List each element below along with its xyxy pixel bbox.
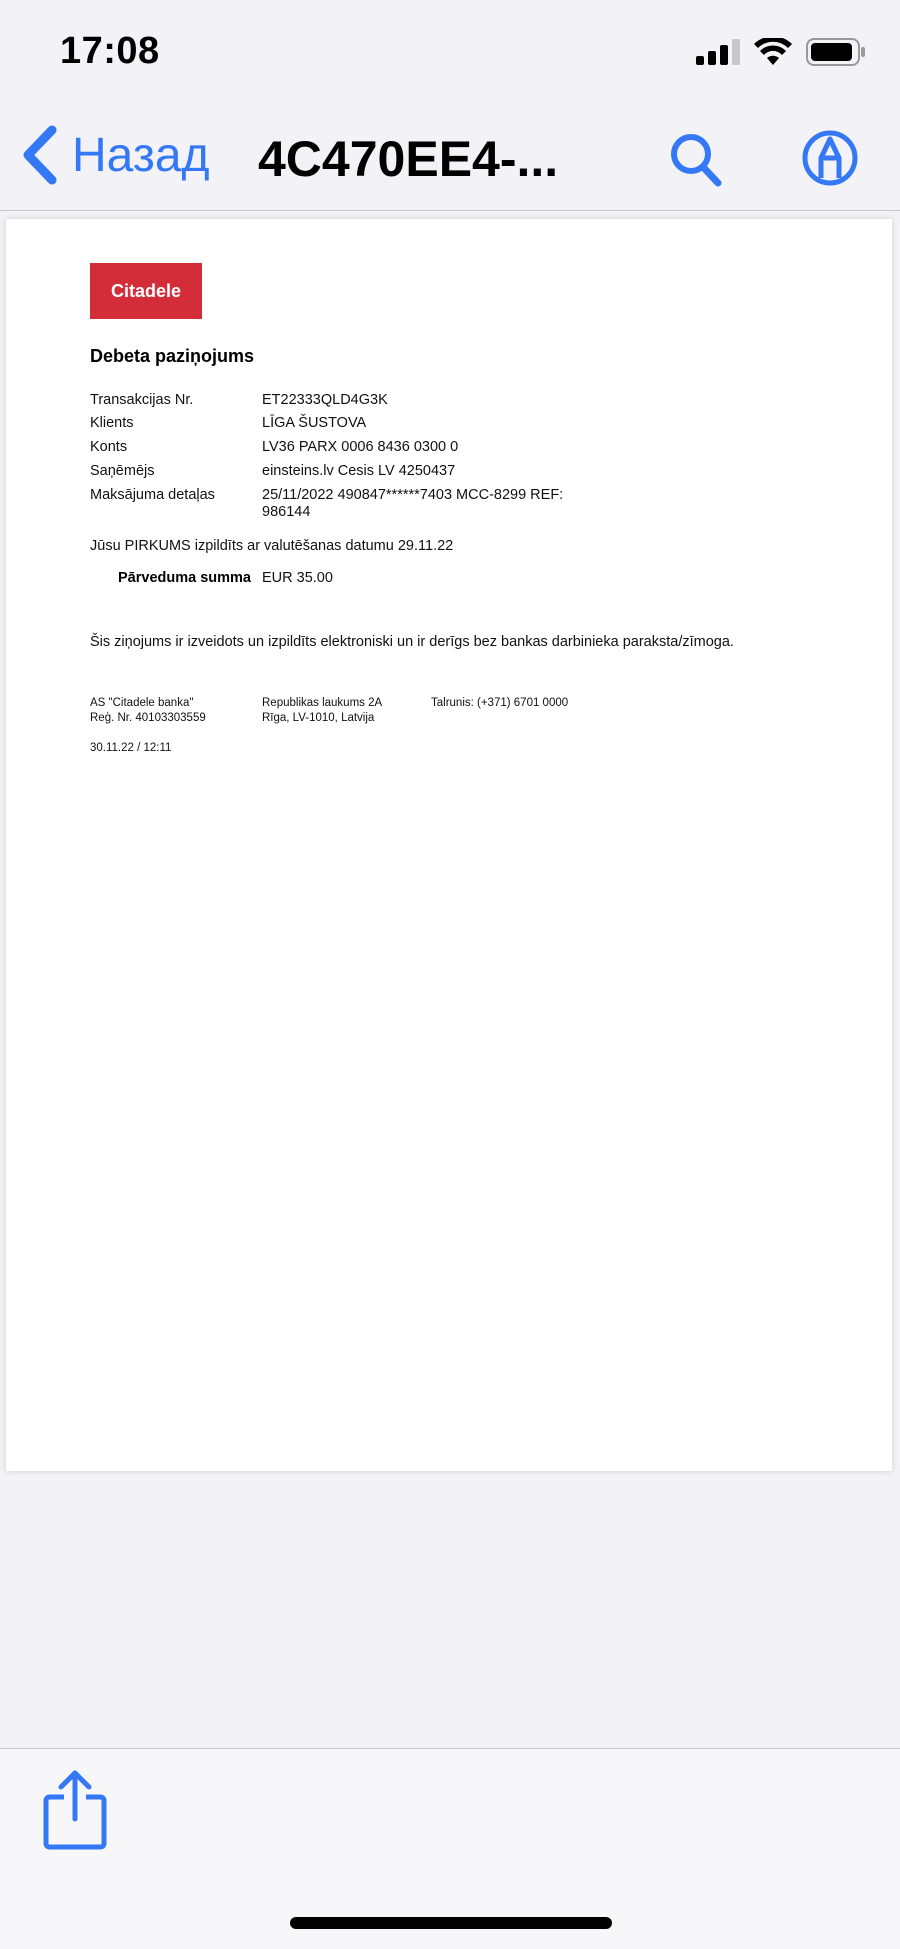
chevron-left-icon <box>18 120 62 190</box>
back-label: Назад <box>72 128 210 182</box>
footer-company <box>90 696 206 726</box>
footer-address <box>262 696 382 726</box>
statement-title: Debeta paziņojums <box>90 346 255 366</box>
field-label: Konts <box>90 439 128 455</box>
footer-address-line2: Rīga, LV-1010, Latvija <box>262 712 375 724</box>
back-button[interactable] <box>18 120 210 190</box>
status-time: 17:08 <box>60 30 160 72</box>
sum-value: EUR 35.00 <box>262 570 333 586</box>
field-label: Saņēmējs <box>90 463 155 479</box>
footer-datetime: 30.11.22 / 12:11 <box>90 742 172 754</box>
footer-company-reg: Reģ. Nr. 40103303559 <box>90 712 206 724</box>
nav-bar <box>0 110 900 211</box>
status-icons <box>696 38 866 66</box>
markup-button[interactable] <box>800 128 860 193</box>
footer-phone: Talrunis: (+371) 6701 0000 <box>431 697 569 709</box>
field-value: LĪGA ŠUSTOVA <box>262 415 367 431</box>
field-value: 25/11/2022 490847******7403 MCC-8299 REF: 986144 <box>262 487 564 520</box>
document-title: 4C470EE4-... <box>258 131 559 187</box>
battery-icon <box>806 38 866 66</box>
signal-icon <box>696 39 740 65</box>
share-icon <box>42 1769 108 1851</box>
bottom-toolbar <box>0 1748 900 1949</box>
field-value: LV36 PARX 0006 8436 0300 0 <box>262 439 459 455</box>
citadele-logo: Citadele <box>90 263 202 319</box>
field-value: ET22333QLD4G3K <box>262 392 388 408</box>
footer-address-line1: Republikas laukums 2A <box>262 697 383 709</box>
field-label: Klients <box>90 415 134 431</box>
share-button[interactable] <box>42 1769 108 1856</box>
field-label: Maksājuma detaļas <box>90 487 215 503</box>
footer-company-name: AS "Citadele banka" <box>90 697 194 709</box>
wifi-icon <box>754 38 792 66</box>
document-page[interactable] <box>6 219 892 1471</box>
purchase-text: Jūsu PIRKUMS izpildīts ar valutēšanas datumu 29.11.22 <box>90 538 454 554</box>
status-bar <box>0 0 900 110</box>
field-value: einsteins.lv Cesis LV 4250437 <box>262 463 456 479</box>
field-label: Transakcijas Nr. <box>90 392 194 408</box>
search-button[interactable] <box>668 130 724 195</box>
sum-label: Pārveduma summa <box>118 570 251 586</box>
markup-icon <box>800 128 860 188</box>
home-indicator <box>290 1917 612 1929</box>
validity-notice: Šis ziņojums ir izveidots un izpildīts elektroniski un ir derīgs bez bankas darbinieka paraksta/zīmoga. <box>90 634 734 650</box>
search-icon <box>668 130 724 190</box>
